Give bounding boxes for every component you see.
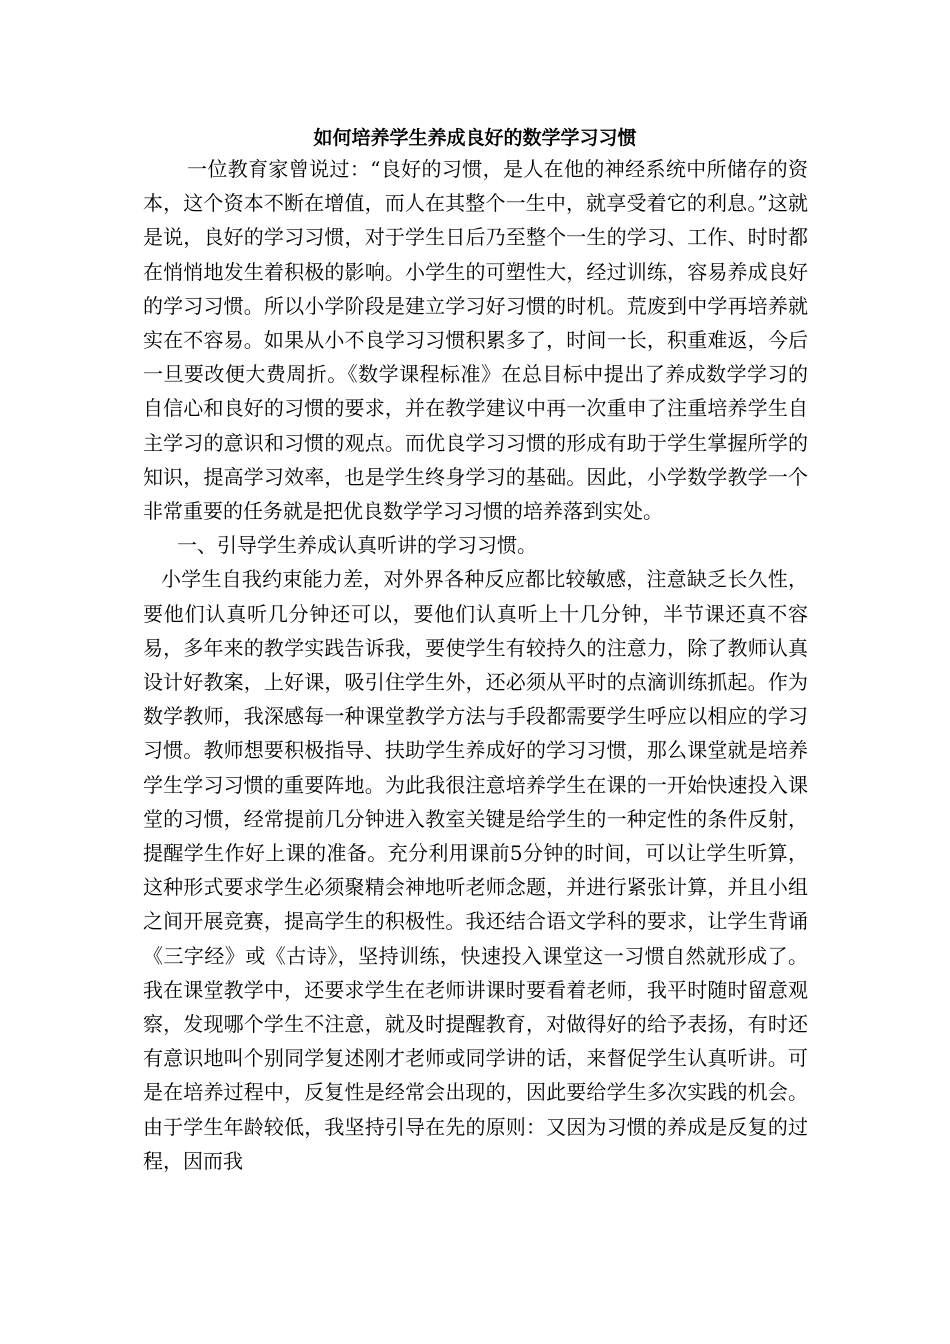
paragraph-listening-habits: 小学生自我约束能力差，对外界各种反应都比较敏感，注意缺乏长久性，要他们认真听几分钟还可以，要他们认真听上十几分钟，半节课还真不容易，多年来的教学实践告诉我，要使学生有较持久的注意力，除了教师认真设计好教案，上好课，吸引住学生外，还必须从平时的点滴训练抓起。作为数学教师，我深感每一种课堂教学方法与手段都需要学生呼应以相应的学习习惯。教师想要积极指导、扶助学生养成好的学习习惯，那么课堂就是培养学生学习习惯的重要阵地。为此我很注意培养学生在课的一开始快速投入课堂的习惯，经常提前几分钟进入教室关键是给学生的一种定性的条件反射，提醒学生作好上课的准备。充分利用课前5分钟的时间，可以让学生听算，这种形式要求学生必须聚精会神地听老师念题，并进行紧张计算，并且小组之间开展竞赛，提高学生的积极性。我还结合语文学科的要求，让学生背诵《三字经》或《古诗》，坚持训练，快速投入课堂这一习惯自然就形成了。我在课堂教学中，还要求学生在老师讲课时要看着老师，我平时随时留意观察，发现哪个学生不注意，就及时提醒教育，对做得好的给予表扬，有时还有意识地叫个别同学复述刚才老师或同学讲的话，来督促学生认真听讲。可是在培养过程中，反复性是经常会出现的，因此要给学生多次实践的机会。由于学生年龄较低，我坚持引导在先的原则：又因为习惯的养成是反复的过程，因而我 [143, 567, 808, 1173]
document-body [143, 152, 808, 1178]
paragraph-intro: 一位教育家曾说过：“良好的习惯，是人在他的神经系统中所储存的资本，这个资本不断在增值，而人在其整个一生中，就享受着它的利息。”这就是说，良好的学习习惯，对于学生日后乃至整个一生的学习、工作、时时都在悄悄地发生着积极的影响。小学生的可塑性大，经过训练，容易养成良好的学习习惯。所以小学阶段是建立学习好习惯的时机。荒废到中学再培养就实在不容易。如果从小不良学习习惯积累多了，时间一长，积重难返，今后一旦要改便大费周折。《数学课程标准》在总目标中提出了养成数学学习的自信心和良好的习惯的要求，并在教学建议中再一次重申了注重培养学生自主学习的意识和习惯的观点。而优良学习习惯的形成有助于学生掌握所学的知识，提高学习效率，也是学生终身学习的基础。因此，小学数学教学一个非常重要的任务就是把优良数学学习习惯的培养落到实处。 [143, 157, 808, 524]
section-heading-1: 一、引导学生养成认真听讲的学习习惯。 [177, 533, 537, 558]
document-title: 如何培养学生养成良好的数学学习习惯 [313, 127, 637, 149]
